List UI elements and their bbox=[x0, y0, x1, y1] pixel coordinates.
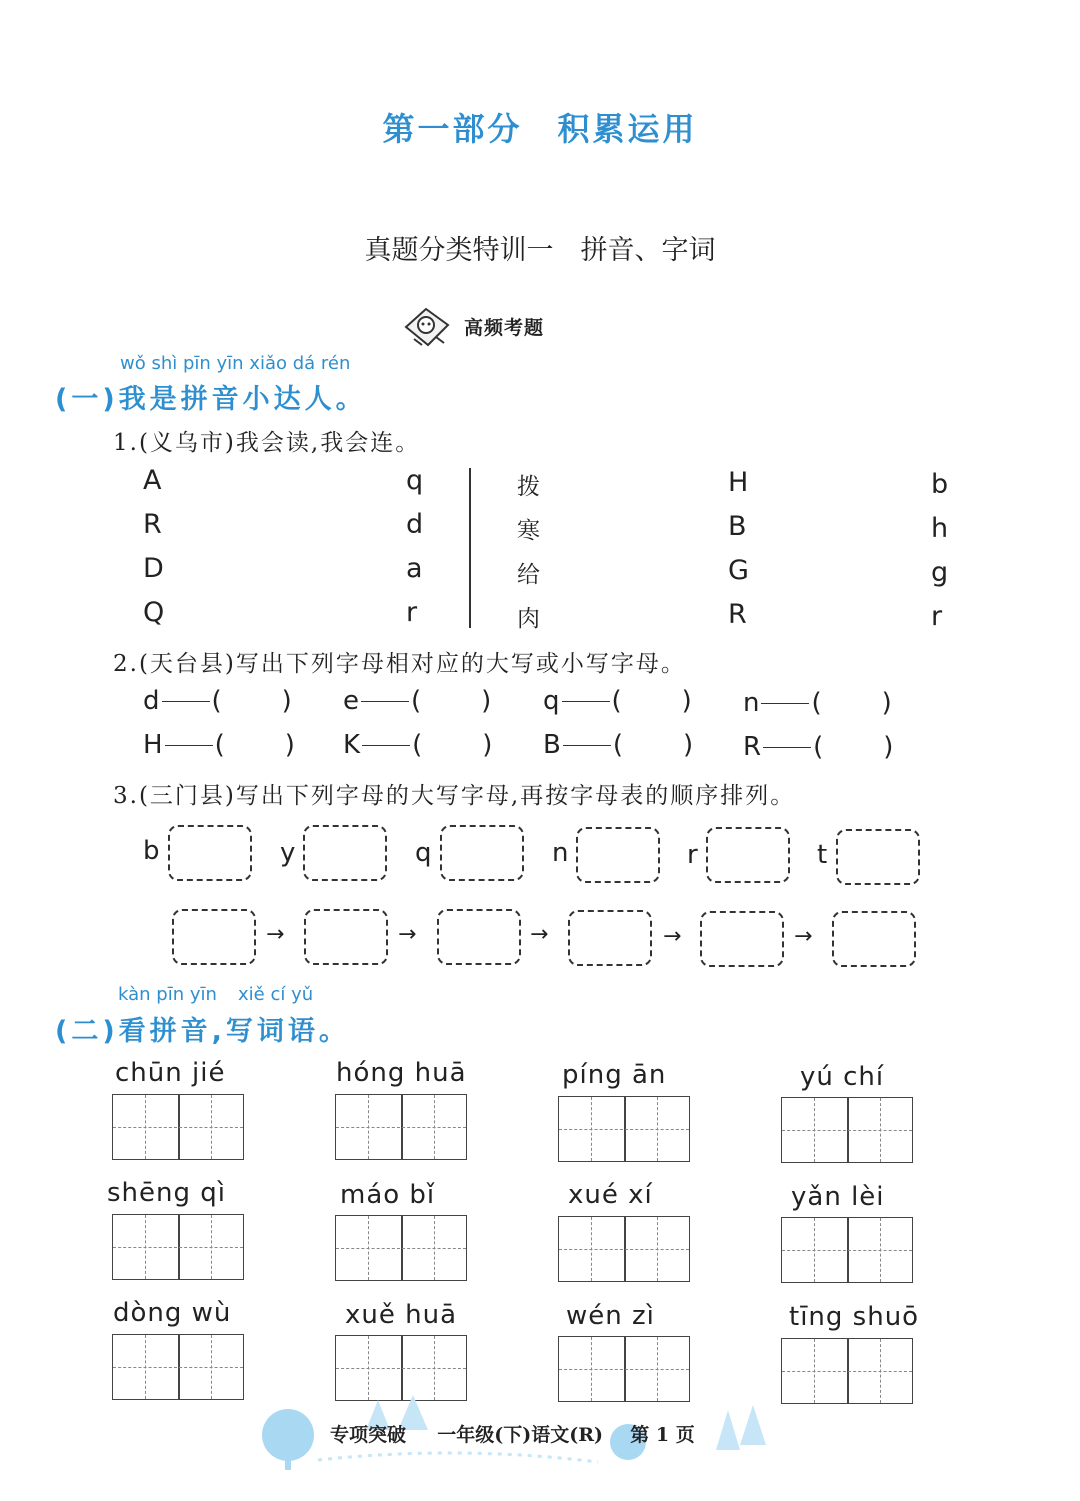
footer-series: 专项突破 bbox=[330, 1424, 407, 1446]
section1-title: (一)我是拼音小达人。 bbox=[55, 384, 367, 415]
q1-col1-item: R bbox=[143, 509, 162, 540]
word-pinyin: dòng wù bbox=[113, 1298, 232, 1328]
order-box[interactable] bbox=[172, 909, 256, 965]
q2-item: H ( ) bbox=[143, 730, 295, 760]
q2-prompt: 2.(天台县)写出下列字母相对应的大写或小写字母。 bbox=[113, 651, 686, 677]
footer-page-prefix: 第 bbox=[630, 1424, 650, 1446]
answer-box[interactable] bbox=[576, 827, 660, 883]
word-pinyin: yǎn lèi bbox=[791, 1182, 885, 1212]
q1-col3-item: 肉 bbox=[517, 606, 540, 632]
word-pinyin: xuě huā bbox=[345, 1300, 458, 1330]
writing-grid[interactable] bbox=[335, 1094, 467, 1160]
order-box[interactable] bbox=[568, 910, 652, 966]
arrow-right-icon: → bbox=[398, 922, 417, 947]
q3-letter: t bbox=[817, 840, 828, 870]
footer-book: 一年级(下)语文(R) bbox=[437, 1424, 604, 1446]
q1-prompt: 1.(义乌市)我会读,我会连。 bbox=[113, 430, 421, 456]
q2-item: R ( ) bbox=[743, 732, 894, 762]
word-pinyin: wén zì bbox=[566, 1301, 655, 1331]
word-pinyin: chūn jié bbox=[115, 1058, 226, 1088]
q1-col2-item: r bbox=[406, 597, 418, 628]
q1-col5-item: h bbox=[931, 513, 949, 544]
section-label: 高频考题 bbox=[464, 317, 545, 339]
order-box[interactable] bbox=[700, 911, 784, 967]
writing-grid[interactable] bbox=[335, 1215, 467, 1281]
q1-col1-item: D bbox=[143, 553, 164, 584]
q1-col1-item: A bbox=[143, 465, 162, 496]
q3-letter: r bbox=[687, 840, 698, 870]
word-pinyin: xué xí bbox=[568, 1180, 653, 1210]
q1-col2-item: d bbox=[406, 509, 424, 540]
writing-grid[interactable] bbox=[558, 1096, 690, 1162]
answer-box[interactable] bbox=[836, 829, 920, 885]
writing-grid[interactable] bbox=[781, 1338, 913, 1404]
q1-col2-item: a bbox=[406, 553, 423, 584]
word-pinyin: hóng huā bbox=[336, 1058, 467, 1088]
q1-col4-item: H bbox=[728, 467, 749, 498]
word-pinyin: shēng qì bbox=[107, 1178, 226, 1208]
q3-letter: q bbox=[415, 838, 432, 868]
writing-grid[interactable] bbox=[781, 1217, 913, 1283]
order-box[interactable] bbox=[304, 909, 388, 965]
q1-col1-item: Q bbox=[143, 597, 165, 628]
writing-grid[interactable] bbox=[558, 1216, 690, 1282]
q1-col3-item: 拨 bbox=[517, 474, 540, 500]
q2-item: K ( ) bbox=[343, 730, 493, 760]
page-footer bbox=[330, 1420, 695, 1447]
q1-col2-item: q bbox=[406, 465, 424, 496]
q1-col5-item: b bbox=[931, 469, 949, 500]
order-box[interactable] bbox=[437, 909, 521, 965]
section1-pinyin: wǒ shì pīn yīn xiǎo dá rén bbox=[120, 353, 351, 374]
q3-letter: b bbox=[143, 836, 160, 866]
writing-grid[interactable] bbox=[112, 1094, 244, 1160]
section2-title: (二)看拼音,写词语。 bbox=[55, 1016, 350, 1047]
answer-box[interactable] bbox=[706, 827, 790, 883]
writing-grid[interactable] bbox=[112, 1214, 244, 1280]
q1-col4-item: G bbox=[728, 555, 749, 586]
word-pinyin: píng ān bbox=[562, 1060, 667, 1090]
q2-item: d ( ) bbox=[143, 686, 292, 716]
q1-col3-item: 寒 bbox=[517, 518, 540, 544]
q3-letter: n bbox=[552, 838, 569, 868]
writing-grid[interactable] bbox=[781, 1097, 913, 1163]
q2-item: q ( ) bbox=[543, 686, 692, 716]
writing-grid[interactable] bbox=[112, 1334, 244, 1400]
section2-pinyin: kàn pīn yīn bbox=[118, 984, 217, 1005]
footer-page-suffix: 页 bbox=[675, 1424, 695, 1446]
order-box[interactable] bbox=[832, 911, 916, 967]
arrow-right-icon: → bbox=[663, 924, 682, 949]
arrow-right-icon: → bbox=[266, 922, 285, 947]
answer-box[interactable] bbox=[440, 825, 524, 881]
q2-item: e ( ) bbox=[343, 686, 492, 716]
q3-letter: y bbox=[280, 838, 296, 868]
section2-pinyin: xiě cí yǔ bbox=[238, 984, 314, 1005]
part-title: 第一部分 积累运用 bbox=[382, 110, 698, 148]
q1-col5-item: g bbox=[931, 557, 949, 588]
answer-box[interactable] bbox=[303, 825, 387, 881]
word-pinyin: máo bǐ bbox=[340, 1180, 436, 1210]
sub-title: 真题分类特训一 拼音、字词 bbox=[364, 235, 716, 266]
q1-col3-item: 给 bbox=[517, 562, 540, 588]
high-frequency-badge bbox=[400, 305, 600, 349]
divider-line bbox=[469, 468, 471, 628]
word-pinyin: yú chí bbox=[800, 1062, 885, 1092]
arrow-right-icon: → bbox=[530, 922, 549, 947]
word-pinyin: tīng shuō bbox=[789, 1302, 920, 1332]
mascot-icon bbox=[400, 305, 454, 349]
q2-item: n ( ) bbox=[743, 688, 892, 718]
q1-col4-item: R bbox=[728, 599, 747, 630]
q3-prompt: 3.(三门县)写出下列字母的大写字母,再按字母表的顺序排列。 bbox=[113, 783, 796, 809]
q1-col5-item: r bbox=[931, 601, 943, 632]
q1-col4-item: B bbox=[728, 511, 747, 542]
arrow-right-icon: → bbox=[794, 924, 813, 949]
page-number: 1 bbox=[655, 1424, 670, 1446]
answer-box[interactable] bbox=[168, 825, 252, 881]
q2-item: B ( ) bbox=[543, 730, 694, 760]
